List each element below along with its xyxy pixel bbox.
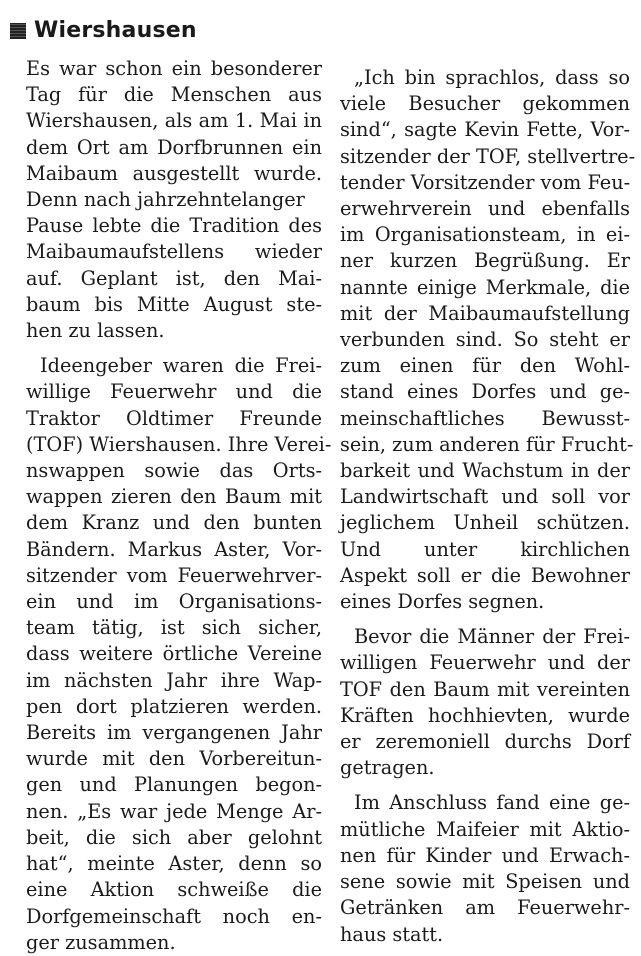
- text-line: im nächsten Jahr ihre Wap-: [26, 668, 322, 692]
- text-line: baum bis Mitte August ste-: [26, 292, 322, 316]
- text-line: gen und Planungen begon-: [26, 773, 322, 797]
- text-line: hen zu lassen.: [26, 319, 165, 343]
- text-line: eine Aktion schweiße die: [26, 878, 322, 902]
- text-line: barkeit und Wachstum in der: [340, 459, 630, 483]
- text-line: Landwirtschaft und soll vor: [340, 485, 630, 509]
- text-line: sitzender der TOF, stellvertre-: [340, 144, 636, 168]
- text-line: im Organisationsteam, in ei-: [340, 223, 630, 247]
- text-line: auf. Geplant ist, den Mai-: [26, 266, 322, 290]
- text-line: beit, die sich aber gelohnt: [26, 825, 322, 849]
- text-line: stand eines Dorfes und ge-: [340, 380, 630, 404]
- text-line: haus statt.: [340, 922, 444, 946]
- text-line: sene sowie mit Speisen und: [340, 870, 630, 894]
- text-line: jeglichem Unheil schützen.: [340, 511, 630, 535]
- text-line: tender Vorsitzender vom Feu-: [340, 170, 631, 194]
- text-line: sind“, sagte Kevin Fette, Vor-: [340, 118, 630, 142]
- text-line: pen dort platzieren werden.: [26, 694, 322, 718]
- text-line: Kräften hochhievten, wurde: [340, 703, 630, 727]
- text-line: wurde mit den Vorbereitun-: [26, 747, 322, 771]
- text-line: nen für Kinder und Erwach-: [340, 843, 630, 867]
- text-line: sein, zum anderen für Frucht-: [340, 432, 634, 456]
- text-line: ein und im Organisations-: [26, 590, 322, 614]
- text-line: (TOF) Wiershausen. Ihre Verei-: [26, 432, 332, 456]
- text-line: meinschaftliches Bewusst-: [340, 406, 630, 430]
- text-line: Es war schon ein besonderer: [26, 57, 322, 80]
- text-line: dem Ort am Dorfbrunnen ein: [26, 135, 322, 159]
- text-line: eines Dorfes segnen.: [340, 590, 545, 614]
- headline-square-icon: [10, 23, 26, 39]
- headline: Wiershausen: [34, 18, 197, 43]
- text-line: mit der Maibaumaufstellung: [340, 301, 630, 325]
- text-line: team tätig, ist sich sicher,: [26, 616, 322, 640]
- text-line: Bändern. Markus Aster, Vor-: [26, 537, 322, 561]
- text-line: Pause lebte die Tradition des: [26, 214, 322, 238]
- text-line: Aspekt soll er die Bewohner: [340, 563, 630, 587]
- text-line: willigen Feuerwehr und der: [340, 651, 630, 675]
- text-line: mütliche Maifeier mit Aktio-: [340, 817, 630, 841]
- text-line: willige Feuerwehr und die: [26, 380, 322, 404]
- text-line: Bevor die Männer der Frei-: [354, 625, 630, 649]
- text-line: wappen zieren den Baum mit: [26, 485, 322, 509]
- text-line: erwehrverein und ebenfalls: [340, 197, 630, 221]
- text-line: getragen.: [340, 756, 435, 780]
- headline-block: [10, 18, 197, 43]
- text-line: nswappen sowie das Orts-: [26, 459, 322, 483]
- article-column-right: [340, 65, 636, 948]
- text-line: Getränken am Feuerwehr-: [340, 896, 630, 920]
- text-line: dem Kranz und den bunten: [26, 511, 322, 535]
- text-line: Wiershausen, als am 1. Mai in: [26, 109, 322, 133]
- text-line: ner kurzen Begrüßung. Er: [340, 249, 630, 273]
- text-line: verbunden sind. So steht er: [340, 328, 630, 352]
- text-line: nannte einige Merkmale, die: [340, 275, 630, 299]
- text-line: Maibaumaufstellens wieder: [26, 240, 322, 264]
- text-line: er zeremoniell durchs Dorf: [340, 730, 630, 754]
- text-line: Traktor Oldtimer Freunde: [26, 406, 322, 430]
- text-line: dass weitere örtliche Vereine: [26, 642, 322, 666]
- text-line: Und unter kirchlichen: [340, 537, 630, 561]
- text-line: Tag für die Menschen aus: [26, 83, 322, 107]
- text-line: viele Besucher gekommen: [340, 92, 630, 116]
- text-line: Maibaum ausgestellt wurde.: [26, 161, 322, 185]
- text-line: Ideengeber waren die Frei-: [40, 354, 322, 378]
- text-line: nen. „Es war jede Menge Ar-: [26, 799, 322, 823]
- text-line: Im Anschluss fand eine ge-: [354, 791, 630, 815]
- text-line: Dorfgemeinschaft noch en-: [26, 904, 322, 928]
- text-line: sitzender vom Feuerwehrver-: [26, 563, 322, 587]
- text-line: „Ich bin sprachlos, dass so: [354, 66, 630, 89]
- text-line: zum einen für den Wohl-: [340, 354, 630, 378]
- article-column-left: [26, 56, 332, 956]
- text-line: ger zusammen.: [26, 930, 176, 954]
- text-line: Denn nach jahrzehntelanger: [26, 188, 305, 212]
- text-line: hat“, meinte Aster, denn so: [26, 852, 322, 876]
- text-line: Bereits im vergangenen Jahr: [26, 721, 322, 745]
- text-line: TOF den Baum mit vereinten: [340, 677, 630, 701]
